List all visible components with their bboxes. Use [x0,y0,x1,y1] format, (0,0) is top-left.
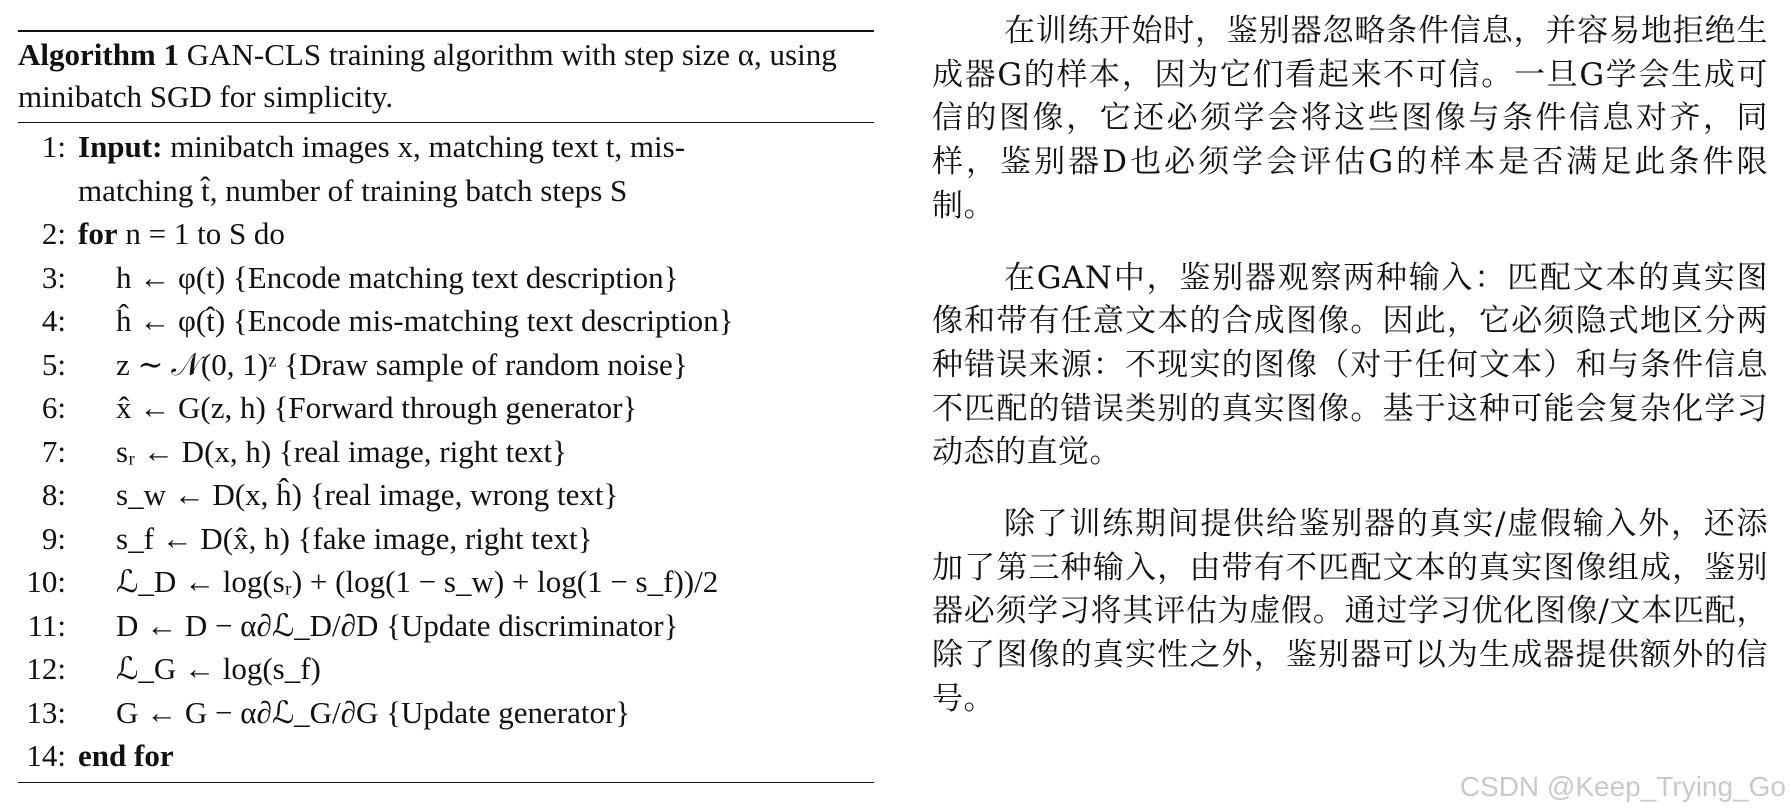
line-text: z ∼ 𝒩(0, 1)ᶻ {Draw sample of random noise} [116,346,688,382]
line-text: n = 1 to S do [125,216,285,251]
line-number: 4: [41,303,66,338]
algorithm-line [18,299,874,343]
line-number: 14: [26,738,66,773]
keyword: end for [78,738,174,773]
line-number: 13: [26,694,66,730]
paragraph-1: 在训练开始时，鉴别器忽略条件信息，并容易地拒绝生成器G的样本，因为它们看起来不可信。一旦G学会生成可信的图像，它还必须学会将这些图像与条件信息对齐，同样，鉴别器D也必须学会评估G的样本是否满足此条件限制。 [932,13,1768,224]
line-number: 7: [41,433,66,469]
line-number: 2: [41,216,66,251]
algorithm-lines [18,123,874,782]
line-number: 11: [27,607,66,643]
line-number: 9: [41,520,66,556]
line-text: G ← G − α∂ℒ_G/∂G {Update generator} [116,694,631,730]
algorithm-line [18,473,874,517]
algorithm-line [18,212,874,256]
chinese-text-column [932,10,1768,750]
algorithm-caption [18,32,874,122]
line-number: 6: [41,390,66,425]
algorithm-caption-label: Algorithm 1 [18,37,180,72]
keyword: for [78,216,118,251]
paragraph-2: 在GAN中，鉴别器观察两种输入：匹配文本的真实图像和带有任意文本的合成图像。因此，它必须隐式地区分两种错误来源：不现实的图像（对于任何文本）和与条件信息不匹配的错误类别的真实图像。基于这种可能会复杂化学习动态的直觉。 [932,259,1768,471]
line-text: s_f ← D(x̂, h) {fake image, right text} [116,520,593,556]
line-number [18,169,78,213]
algorithm-line [18,691,874,735]
algorithm-line [18,647,874,691]
line-number: 8: [41,477,66,512]
line-text: s_w ← D(x, ĥ) {real image, wrong text} [116,477,619,512]
line-number: 1: [41,129,66,164]
line-number: 10: [26,564,66,599]
algorithm-line [18,343,874,387]
algorithm-line [18,256,874,300]
algorithm-line [18,517,874,561]
line-text: D ← D − α∂ℒ_D/∂D {Update discriminator} [116,607,679,643]
algorithm-line [18,560,874,604]
algorithm-line [18,125,874,169]
line-text: ℒ_G ← log(s_f) [116,651,321,686]
algorithm-box [18,30,874,783]
bottom-rule [18,782,874,783]
line-text: x̂ ← G(z, h) {Forward through generator} [116,390,638,425]
algorithm-line [18,734,874,778]
keyword: Input: [78,129,163,164]
line-text: minibatch images x, matching text t, mis- [170,129,686,164]
algorithm-line [18,169,874,213]
algorithm-line [18,604,874,648]
algorithm-line [18,430,874,474]
line-number: 3: [41,259,66,295]
paragraph-3: 除了训练期间提供给鉴别器的真实/虚假输入外，还添加了第三种输入，由带有不匹配文本的真实图像组成，鉴别器必须学习将其评估为虚假。通过学习优化图像/文本匹配，除了图像的真实性之外，鉴别器可以为生成器提供额外的信号。 [932,506,1768,717]
algorithm-line [18,386,874,430]
line-text: h ← φ(t) {Encode matching text description} [116,259,679,295]
line-text: ĥ ← φ(t̂) {Encode mis-matching text description} [116,303,734,338]
watermark: CSDN @Keep_Trying_Go [1459,771,1786,802]
algorithm-caption-text: GAN-CLS training algorithm with step size α, using minibatch SGD for simplicity. [18,37,837,114]
line-number: 12: [26,651,66,686]
line-text: matching t̂, number of training batch steps S [78,172,628,208]
line-text: sᵣ ← D(x, h) {real image, right text} [116,433,567,469]
line-number: 5: [41,346,66,382]
line-text: ℒ_D ← log(sᵣ) + (log(1 − s_w) + log(1 − s_f))/2 [116,564,719,599]
